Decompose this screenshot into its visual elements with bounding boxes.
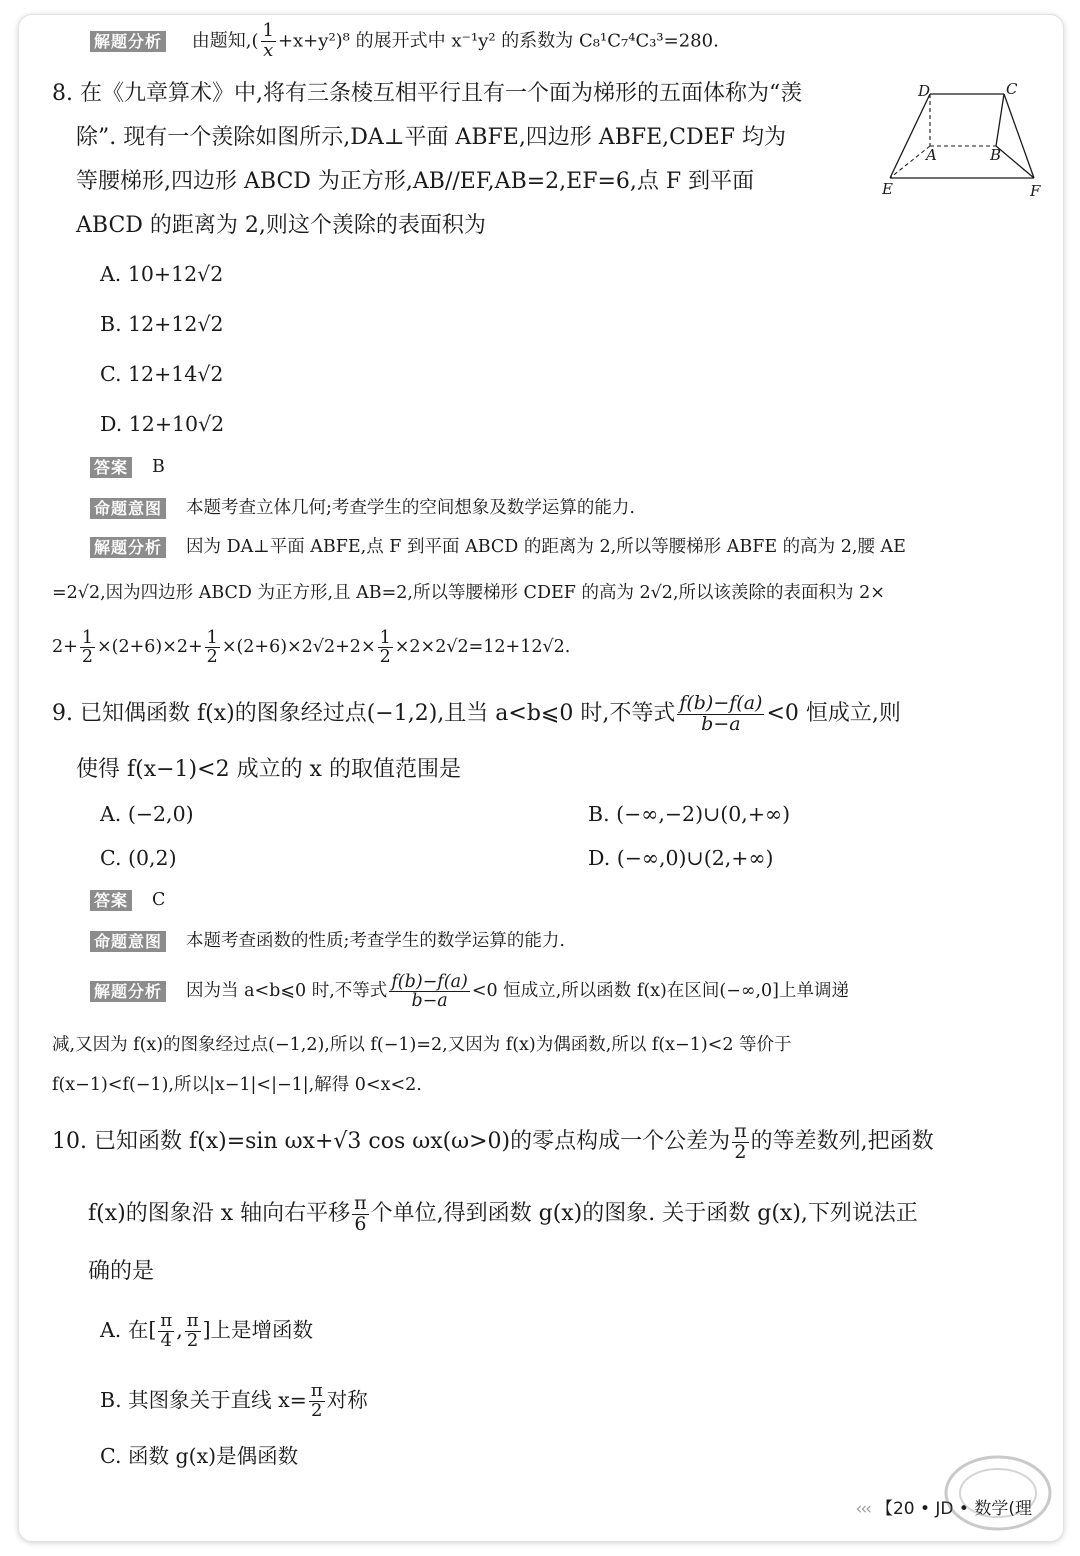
- fraction: [261, 22, 276, 61]
- label-b: B: [990, 146, 1002, 164]
- fraction-denominator: 4: [160, 1330, 172, 1351]
- q9-intent: [90, 930, 565, 953]
- label-c: C: [1006, 80, 1018, 98]
- label-e: E: [882, 180, 893, 198]
- fraction-denominator: b−a: [411, 991, 448, 1011]
- q9-analysis-line-3: f(x−1)<f(−1),所以|x−1|<|−1|,解得 0<x<2.: [52, 1075, 422, 1095]
- q9-a1-part-1: 因为当 a<b⩽0 时,不等式: [186, 981, 388, 1001]
- fraction: [158, 1312, 174, 1351]
- q9-line-2: 使得 f(x−1)<2 成立的 x 的取值范围是: [76, 757, 461, 782]
- q8-answer-value: B: [152, 457, 165, 477]
- fraction-numerator: 1: [206, 627, 218, 648]
- q8-intent-text: 本题考查立体几何;考查学生的空间想象及数学运算的能力.: [186, 498, 635, 518]
- q8-line-1: 8. 在《九章算术》中,将有三条棱互相平行且有一个面为梯形的五面体称为“羡: [52, 81, 803, 106]
- q9-option-d: D. (−∞,0)∪(2,+∞): [588, 846, 774, 870]
- label-a: A: [926, 146, 937, 164]
- q8-analysis-line-1: [90, 536, 906, 559]
- fraction-denominator: 2: [379, 647, 391, 667]
- q9-line-1: [52, 690, 901, 738]
- q8-analysis-line-3: [52, 624, 570, 670]
- label-f: F: [1030, 182, 1041, 200]
- q10-option-a: A. 在[ $\frac{\pi}{4}$ , $\frac{\pi}{2}$ ]上是增函数: [100, 1310, 314, 1351]
- label-d: D: [918, 82, 931, 100]
- q9-answer: [90, 889, 165, 912]
- q8-analysis-text-1: 因为 DA⊥平面 ABFE,点 F 到平面 ABCD 的距离为 2,所以等腰梯形 ABFE 的高为 2,腰 AE: [186, 537, 906, 557]
- fraction-numerator: f(b)−f(a): [679, 691, 763, 714]
- fraction-numerator: π: [310, 1380, 323, 1402]
- q9-option-b: B. (−∞,−2)∪(0,+∞): [588, 802, 791, 826]
- footer-arrows: ‹‹‹: [855, 1499, 870, 1519]
- q10-line-3: 确的是: [88, 1259, 155, 1284]
- analysis-tag: 解题分析: [90, 981, 166, 1002]
- q9-a1-part-2: <0 恒成立,所以函数 f(x)在区间(−∞,0]上单调递: [471, 981, 849, 1001]
- q9-intent-text: 本题考查函数的性质;考查学生的数学运算的能力.: [186, 931, 565, 951]
- q8-a3-part-4: ×2×2√2=12+12√2.: [394, 637, 571, 657]
- watermark-logo: [938, 1448, 1058, 1538]
- q8-line-2: 除”. 现有一个羡除如图所示,DA⊥平面 ABFE,四边形 ABFE,CDEF 均为: [76, 125, 786, 150]
- fraction-numerator: 1: [262, 20, 274, 41]
- fraction-half: [378, 629, 393, 667]
- q8-line-3: 等腰梯形,四边形 ABCD 为正方形,AB//EF,AB=2,EF=6,点 F 到平面: [76, 169, 755, 194]
- fraction-numerator: π: [186, 1310, 199, 1332]
- q10-l2-part-1: f(x)的图象沿 x 轴向右平移: [88, 1201, 351, 1226]
- q10-l2-part-2: 个单位,得到函数 g(x)的图象. 关于函数 g(x),下列说法正: [370, 1201, 918, 1226]
- q8-option-a: A. 10+12√2: [100, 262, 224, 286]
- fraction-denominator: 2: [186, 1330, 199, 1351]
- q10-l1-part-1: 10. 已知函数 f(x)=sin ωx+√3 cos ωx(ω>0)的零点构成一个公差为: [52, 1129, 731, 1154]
- q8-option-b: B. 12+12√2: [100, 312, 224, 336]
- fraction-denominator: 6: [354, 1212, 367, 1235]
- top-analysis-text-2: +x+y²)⁸ 的展开式中 x⁻¹y² 的系数为 C₈¹C₇⁴C₃³=280.: [277, 30, 719, 52]
- q10-optB-part-2: 对称: [326, 1388, 368, 1412]
- fraction-denominator: b−a: [701, 712, 741, 735]
- fraction-numerator: 1: [81, 627, 93, 648]
- fraction-denominator: x: [263, 39, 274, 61]
- fraction: [732, 1119, 749, 1163]
- q9-analysis-line-1: [90, 968, 849, 1014]
- fraction-denominator: 2: [734, 1140, 747, 1163]
- q8-analysis-line-2: =2√2,因为四边形 ABCD 为正方形,且 AB=2,所以等腰梯形 CDEF 的高为 2√2,所以该羡除的表面积为 2×: [52, 583, 885, 603]
- analysis-tag: 解题分析: [90, 31, 166, 52]
- q8-a3-part-3: ×(2+6)×2√2+2×: [221, 637, 376, 657]
- fraction-numerator: π: [354, 1191, 367, 1214]
- fraction-denominator: 2: [311, 1400, 323, 1421]
- answer-tag: 答案: [90, 457, 132, 478]
- q10-l1-part-2: 的等差数列,把函数: [750, 1129, 934, 1154]
- q8-option-d: D. 12+10√2: [100, 412, 225, 436]
- q10-option-b: [100, 1382, 368, 1421]
- intent-tag: 命题意图: [90, 498, 166, 519]
- fraction: [352, 1191, 369, 1235]
- fraction-denominator: 2: [206, 647, 218, 667]
- q8-intent: [90, 497, 635, 520]
- intent-tag: 命题意图: [90, 931, 166, 952]
- fraction-numerator: 1: [379, 627, 391, 648]
- fraction: [677, 691, 764, 735]
- footer-text: 【20 • JD • 数学(理: [875, 1499, 1032, 1519]
- fraction-half: [205, 629, 220, 667]
- answer-tag: 答案: [90, 890, 132, 911]
- fraction-numerator: f(b)−f(a): [391, 971, 468, 992]
- fraction-half: [80, 629, 95, 667]
- q9-option-a: A. (−2,0): [100, 802, 194, 826]
- top-analysis: [90, 22, 719, 61]
- q9-l1-part-1: 9. 已知偶函数 f(x)的图象经过点(−1,2),且当 a<b⩽0 时,不等式: [52, 701, 676, 726]
- q8-a3-part-1: 2+: [52, 637, 78, 657]
- q9-option-c: C. (0,2): [100, 846, 177, 870]
- q10-line-2: [88, 1190, 918, 1238]
- q10-optA-part-2: ]上是增函数: [202, 1318, 314, 1342]
- fraction-numerator: π: [160, 1310, 173, 1332]
- q10-line-1: [52, 1118, 934, 1166]
- q10-optA-part-1: A. 在[: [100, 1318, 157, 1342]
- fraction-denominator: 2: [81, 647, 93, 667]
- q8-option-c: C. 12+14√2: [100, 362, 224, 386]
- q8-a3-part-2: ×(2+6)×2+: [96, 637, 203, 657]
- fraction: [185, 1312, 201, 1351]
- q9-l1-part-2: <0 恒成立,则: [766, 701, 901, 726]
- fraction-numerator: π: [734, 1119, 747, 1142]
- fraction: [389, 973, 470, 1011]
- analysis-tag: 解题分析: [90, 537, 166, 558]
- q8-figure: [878, 78, 1048, 202]
- q10-optB-part-1: B. 其图象关于直线 x=: [100, 1388, 307, 1412]
- fraction: [309, 1382, 325, 1421]
- q8-line-4: ABCD 的距离为 2,则这个羡除的表面积为: [76, 213, 486, 238]
- q8-answer: [90, 456, 165, 479]
- q10-option-c: C. 函数 g(x)是偶函数: [100, 1444, 299, 1468]
- q9-analysis-line-2: 减,又因为 f(x)的图象经过点(−1,2),所以 f(−1)=2,又因为 f(x)为偶函数,所以 f(x−1)<2 等价于: [52, 1035, 792, 1055]
- q9-answer-value: C: [152, 890, 166, 910]
- top-analysis-text-1: 由题知,(: [191, 30, 259, 52]
